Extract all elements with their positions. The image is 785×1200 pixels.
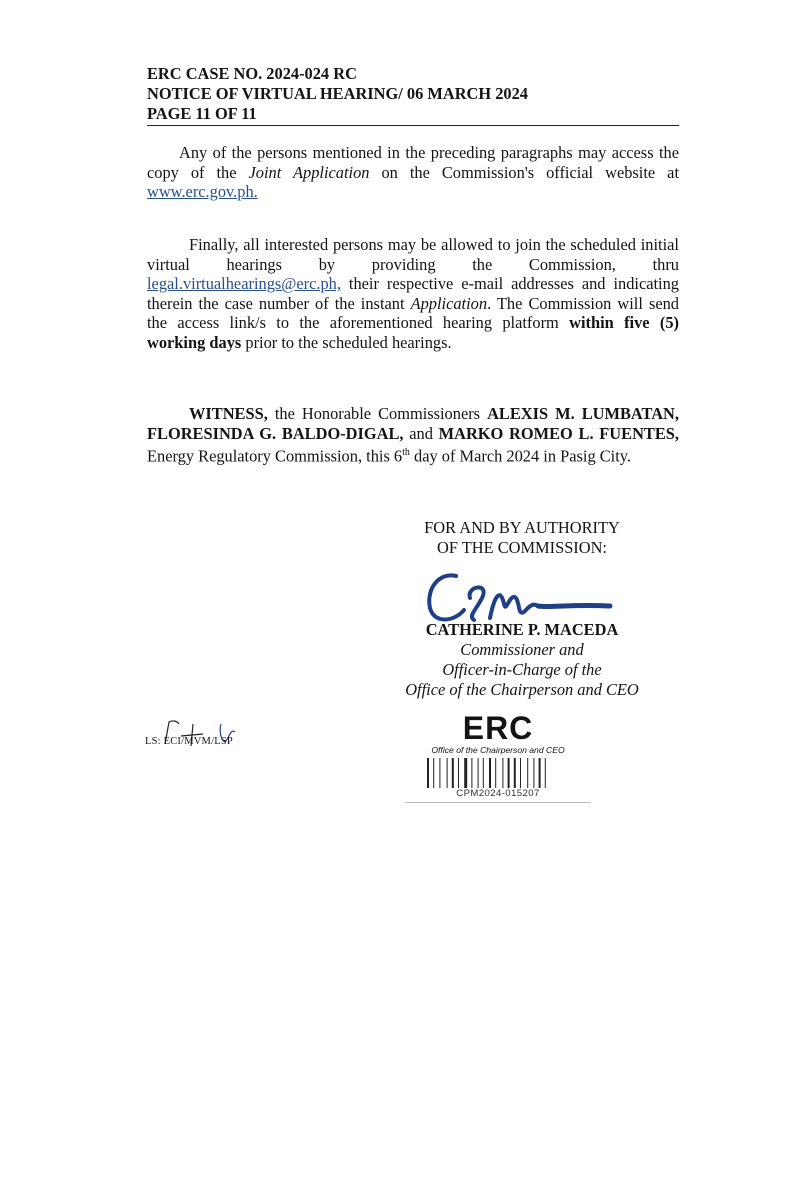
barcode: [423, 758, 573, 788]
paragraph-virtual-hearing: Finally, all interested persons may be allowed to join the scheduled initial virtual hearings by providing the Commission, thru legal.virtualhearings@erc.ph, their respective e-mail addresses and indicating therein the case number of the instant Application. The Commission will send the access link/s to the aforementioned hearing platform within five (5) working days prior to the scheduled hearings.: [147, 235, 679, 352]
notice-title: NOTICE OF VIRTUAL HEARING/ 06 MARCH 2024: [147, 84, 528, 103]
case-number: ERC CASE NO. 2024-024 RC: [147, 64, 357, 83]
barcode-bar: [458, 758, 459, 788]
barcode-bar: [447, 758, 448, 788]
barcode-bar: [478, 758, 479, 788]
signatory-name: CATHERINE P. MACEDA: [425, 620, 619, 639]
paragraph-access-copy: Any of the persons mentioned in the preceding paragraphs may access the copy of the Joint Application on the Commission's official website at www.erc.gov.ph.: [147, 143, 679, 202]
document-header: [147, 64, 679, 126]
barcode-bar: [483, 758, 484, 788]
initials-block: [145, 718, 265, 752]
signatory-block: [352, 620, 692, 700]
authority-block: [352, 518, 692, 558]
barcode-bar: [464, 758, 467, 788]
barcode-bar: [514, 758, 516, 788]
barcode-bar: [533, 758, 534, 788]
signatory-role-3: Office of the Chairperson and CEO: [405, 680, 639, 699]
barcode-bar: [502, 758, 503, 788]
barcode-bar: [539, 758, 541, 788]
signatory-role-2: Officer-in-Charge of the: [442, 660, 602, 679]
barcode-bar: [545, 758, 546, 788]
erc-logo: ERC: [462, 710, 534, 746]
barcode-bar: [520, 758, 521, 788]
barcode-bar: [439, 758, 440, 788]
initials-text: LS: ECI/MVM/LSP: [145, 736, 233, 747]
barcode-bar: [471, 758, 472, 788]
barcode-bar: [452, 758, 454, 788]
authority-line-2: OF THE COMMISSION:: [436, 538, 607, 557]
barcode-bar: [433, 758, 434, 788]
paragraph-witness: WITNESS, the Honorable Commissioners ALEXIS M. LUMBATAN, FLORESINDA G. BALDO-DIGAL, and MARKO ROMEO L. FUENTES, Energy Regulatory Commission, this 6th day of March 2024 in Pasig City.: [147, 404, 679, 466]
signatory-role-1: Commissioner and: [460, 640, 584, 659]
barcode-bar: [508, 758, 510, 788]
email-link[interactable]: legal.virtualhearings@erc.ph,: [147, 274, 341, 294]
page-number: PAGE 11 OF 11: [147, 104, 257, 123]
barcode-bar: [527, 758, 528, 788]
erc-receiving-stamp: [405, 712, 591, 803]
website-link[interactable]: www.erc.gov.ph.: [147, 182, 258, 202]
barcode-bar: [495, 758, 496, 788]
tracking-code: CPM2024-015207: [456, 788, 540, 799]
authority-line-1: FOR AND BY AUTHORITY: [424, 518, 620, 537]
stamp-office: Office of the Chairperson and CEO: [431, 745, 565, 755]
barcode-bar: [489, 758, 491, 788]
barcode-bar: [427, 758, 429, 788]
